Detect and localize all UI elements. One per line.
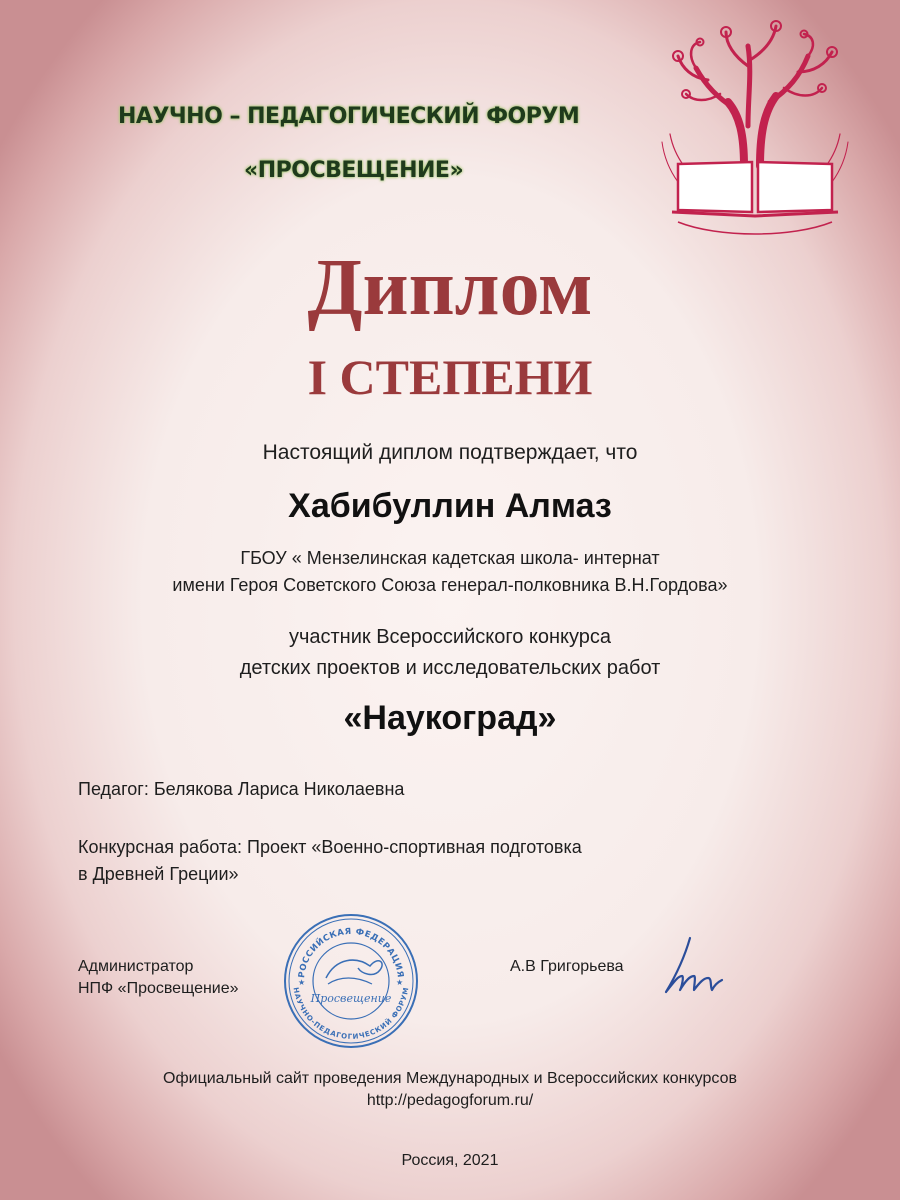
work-line-2: в Древней Греции» bbox=[78, 864, 239, 884]
website-url: http://pedagogforum.ru/ bbox=[366, 1092, 534, 1109]
work-line-1: Конкурсная работа: Проект «Военно-спортивная подготовка bbox=[78, 837, 582, 857]
admin-block bbox=[78, 956, 239, 1000]
footer-location-year: Россия, 2021 bbox=[401, 1152, 499, 1169]
forum-title: НАУЧНО – ПЕДАГОГИЧЕСКИЙ ФОРУМ bbox=[118, 104, 580, 129]
school-line-1: ГБОУ « Мензелинская кадетская школа- интернат bbox=[240, 548, 660, 568]
school-line-2: имени Героя Советского Союза генерал-полковника В.Н.Гордова» bbox=[172, 575, 728, 595]
admin-title: Администратор bbox=[78, 958, 194, 975]
contest-name: «Наукоград» bbox=[343, 699, 557, 737]
forum-subtitle: «ПРОСВЕЩЕНИЕ» bbox=[244, 158, 464, 183]
stamp-center-text: Просвещение bbox=[310, 992, 392, 1005]
svg-text:★: ★ bbox=[298, 978, 306, 987]
stamp-top-text: РОССИЙСКАЯ ФЕДЕРАЦИЯ bbox=[297, 926, 405, 979]
stamp-bottom-text: НАУЧНО-ПЕДАГОГИЧЕСКИЙ ФОРУМ bbox=[291, 986, 411, 1041]
work-info bbox=[78, 834, 718, 888]
confirm-text: Настоящий диплом подтверждает, что bbox=[262, 441, 638, 464]
school-info bbox=[0, 545, 900, 599]
website-info bbox=[0, 1068, 900, 1112]
website-caption: Официальный сайт проведения Международных и Всероссийских конкурсов bbox=[163, 1070, 737, 1087]
participant-line-1: участник Всероссийского конкурса bbox=[288, 626, 612, 648]
recipient-name: Хабибуллин Алмаз bbox=[288, 487, 612, 525]
admin-org: НПФ «Просвещение» bbox=[78, 980, 239, 997]
signature-icon bbox=[656, 930, 726, 1000]
tree-book-logo-icon bbox=[648, 16, 862, 242]
diploma-degree: I СТЕПЕНИ bbox=[307, 349, 593, 405]
forum-stamp-icon bbox=[282, 912, 420, 1050]
participant-info bbox=[0, 622, 900, 684]
participant-line-2: детских проектов и исследовательских работ bbox=[239, 657, 661, 679]
teacher-line: Педагог: Белякова Лариса Николаевна bbox=[78, 779, 405, 799]
svg-text:РОССИЙСКАЯ ФЕДЕРАЦИЯ bbox=[297, 927, 405, 979]
svg-text:★: ★ bbox=[396, 978, 404, 987]
diploma-title: Диплом bbox=[307, 244, 593, 332]
signer-name: А.В Григорьева bbox=[510, 958, 624, 975]
